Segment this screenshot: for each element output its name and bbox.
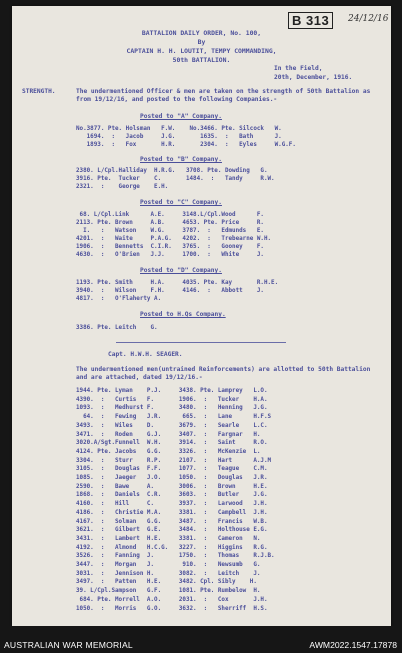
reinforcements-intro-paragraph: The undermentioned men(untrained Reinforcements) are allotted to 50th Battalion and are attached, dated 19/12/16.- [76, 366, 371, 382]
posting-heading-a: Posted to "A" Company. [140, 113, 222, 120]
order-date: 20th, December, 1916. [274, 74, 353, 81]
reinforcement-row: 3020.A/Sgt.Funnell W.H. 3914. : Saint R.O. [76, 440, 268, 447]
handwritten-date: 24/12/16 [348, 14, 389, 24]
reinforcement-row: 64. : Fewing J.R. 665. : Lane H.F.S [76, 414, 272, 421]
reinforcement-row: 3447. : Morgan J. 910. : Newsumb G. [76, 562, 261, 568]
reinforcement-row: 3471. : Roden G.J. 3407. : Fargnar H. [76, 431, 261, 438]
strength-intro-paragraph: The undermentioned Officer & men are taken on the strength of 50th Battalion as from 19/12/16, and posted to the following Companies.- [76, 88, 371, 104]
roll-row: 3386. Pte. Leitch G. [76, 325, 158, 331]
reinforcement-row: 1868. : Daniels C.R. 3603. : Butler J.G. [76, 492, 268, 499]
reinforcement-row: 4192. : Almond H.C.G. 3227. : Higgins R.G. [76, 544, 268, 551]
reinforcement-row: 4390. : Curtis F. 1906. : Tucker H.A. [76, 396, 268, 403]
reinforcement-row: 3304. : Sturr R.P. 2107. : Hart A.J.M [76, 457, 272, 464]
reinforcement-row: 684. Pte. Morrell A.O. 2031. : Cox J.H. [76, 596, 268, 603]
order-battalion: 50th BATTALION. [172, 56, 231, 64]
posting-heading-d: Posted to "D" Company. [140, 267, 222, 274]
roll-row: 68. L/Cpl.Link A.E. 3148.L/Cpl.Wood F. [76, 212, 264, 218]
roll-row: 4817. : O'Flaherty A. [76, 296, 162, 302]
roll-row: 1694. : Jacob J.G. 1635. : Bath J. [76, 134, 282, 140]
footer-institution: AUSTRALIAN WAR MEMORIAL [4, 640, 133, 650]
order-by: By [197, 38, 206, 46]
roll-row: 3916. Pte. Tucker C. 1484. : Tandy R.W. [76, 176, 275, 182]
roll-row: 4201. : Waite P.A.G. 4202. : Trebearne W.H. [76, 236, 272, 242]
posting-heading-b: Posted to "B" Company. [140, 156, 222, 163]
reinforcement-row: 4160. : Hill C. 3937. : Larwood J.H. [76, 501, 268, 508]
reinforcement-row: 4124. Pte. Jacobs G.G. 3326. : McKenzie L. [76, 448, 261, 455]
reinforcement-row: 3431. : Lambert H.E. 3381. : Cameron N. [76, 535, 261, 542]
order-place: In the Field, [274, 65, 323, 72]
roll-row: I. : Watson W.G. 3787. : Edmunds E. [76, 228, 264, 234]
reinforcement-row: 1050. : Morris G.O. 3632. : Sherriff H.S. [76, 605, 268, 612]
roll-row: 2113. Pte. Brown A.B. 4653. Pte. Price R. [76, 220, 264, 226]
order-commander: CAPTAIN H. H. LOUTIT, TEMPY COMMANDING, [126, 47, 277, 55]
section-label-strength: STRENGTH. [22, 88, 56, 95]
roll-row: 1893. : Fox H.R. 2304. : Eyles W.G.F. [76, 142, 296, 148]
reinforcement-row: 3031. : Jennison H. 3082. : Leitch J. [76, 570, 261, 577]
roll-row: 4630. : O'Brien J.J. 1700. : White J. [76, 252, 264, 258]
roll-row: 2380. L/Cpl.Halliday H.R.G. 3708. Pte. Dowding G. [76, 168, 268, 174]
reinforcement-row: 3621. : Gilbert G.E. 3484. : Holthouse E.G. [76, 527, 268, 534]
officer-heading: Capt. H.W.H. SEAGER. [108, 351, 183, 358]
footer-bar [0, 626, 402, 653]
roll-row: 3940. : Wilson F.H. 4146. : Abbott J. [76, 288, 264, 294]
reinforcement-row: 3497. : Patten H.E. 3482. Cpl. Sibly H. [76, 579, 257, 586]
reinforcement-row: 3493. : Wiles D. 3679. : Searle L.C. [76, 422, 268, 429]
archive-reference-number: B 313 [288, 12, 333, 29]
reinforcement-row: 1093. : Medhurst F. 3480. : Henning J.G. [76, 405, 268, 412]
reinforcement-row: 2590. : Bawe A. 3006. : Brown H.E. [76, 483, 268, 490]
posting-heading-hq: Posted to H.Qs Company. [140, 311, 226, 318]
reinforcement-row: 1944. Pte. Lyman P.J. 3438. Pte. Lamprey L.O. [76, 388, 268, 394]
reinforcement-row: 1085. : Jaeger J.O. 1050. : Douglas J.R. [76, 475, 268, 481]
reinforcement-row: 4167. : Solman G.G. 3487. : Francis W.B. [76, 518, 268, 525]
roll-row: 2321. : George E.H. [76, 184, 169, 190]
section-divider [116, 342, 286, 343]
reinforcement-row: 39. L/Cpl.Sampson G.F. 1081. Pte. Rumbelow H. [76, 588, 261, 595]
roll-row: 1193. Pte. Smith H.A. 4035. Pte. Kay R.H.E. [76, 280, 279, 286]
roll-row: No.3877. Pte. Holsman F.W. No.3466. Pte. Silcock W. [76, 126, 282, 132]
order-title: BATTALION DAILY ORDER, No. 100, [141, 29, 262, 37]
reinforcement-row: 3105. : Douglas F.F. 1077. : Teague C.M. [76, 466, 268, 473]
footer-accession-number: AWM2022.1547.17878 [309, 640, 397, 650]
reinforcement-row: 4186. : Christie M.A. 3381. : Campbell J.H. [76, 509, 268, 516]
roll-row: 1906. : Bennetts C.I.R. 3765. : Gooney F. [76, 244, 264, 250]
reinforcement-row: 3526. : Fanning J. 1750. : Thomas R.J.B. [76, 553, 275, 560]
posting-heading-c: Posted to "C" Company. [140, 199, 222, 206]
document-page [12, 6, 391, 626]
